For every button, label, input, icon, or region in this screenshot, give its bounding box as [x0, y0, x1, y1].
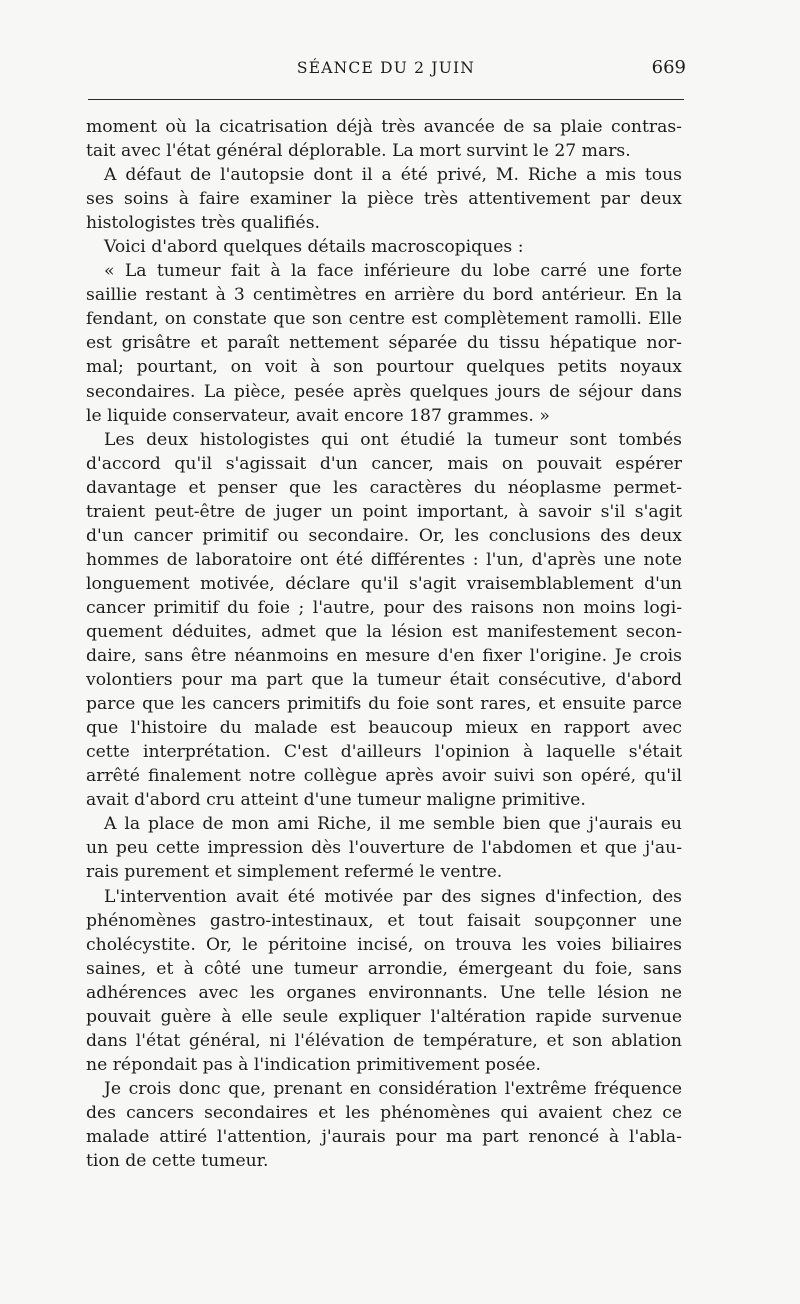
text-line: le liquide conservateur, avait encore 187 grammes. » — [86, 405, 550, 426]
text-line: adhérences avec les organes environnants. Une telle lésion ne — [86, 982, 682, 1003]
text-line: Les deux histologistes qui ont étudié la tumeur sont tombés — [104, 429, 682, 450]
text-line: A la place de mon ami Riche, il me semble bien que j'aurais eu — [104, 814, 682, 835]
text-line: tion de cette tumeur. — [86, 1151, 269, 1172]
page-number: 669 — [651, 57, 686, 78]
text-line: mal; pourtant, on voit à son pourtour quelques petits noyaux — [86, 357, 682, 378]
text-line: tait avec l'état général déplorable. La mort survint le 27 mars. — [86, 141, 631, 162]
text-line: saillie restant à 3 centimètres en arrière du bord antérieur. En la — [86, 285, 682, 306]
text-line: daire, sans être néanmoins en mesure d'en fixer l'origine. Je crois — [86, 646, 682, 667]
text-line: traient peut-être de juger un point important, à savoir s'il s'agit — [86, 501, 682, 522]
text-line: quement déduites, admet que la lésion est manifestement secon- — [86, 621, 682, 642]
text-line: saines, et à côté une tumeur arrondie, émergeant du foie, sans — [86, 958, 682, 979]
text-line: fendant, on constate que son centre est complètement ramolli. Elle — [86, 309, 682, 330]
text-line: un peu cette impression dès l'ouverture de l'abdomen et que j'au- — [86, 838, 682, 859]
text-line: d'accord qu'il s'agissait d'un cancer, mais on pouvait espérer — [86, 453, 682, 474]
header-rule — [88, 99, 684, 100]
text-line: histologistes très qualifiés. — [86, 213, 320, 234]
text-line: arrêté finalement notre collègue après avoir suivi son opéré, qu'il — [86, 766, 682, 787]
text-line: Voici d'abord quelques détails macroscopiques : — [104, 237, 524, 258]
text-line: rais purement et simplement refermé le ventre. — [86, 862, 503, 883]
text-line: hommes de laboratoire ont été différentes : l'un, d'après une note — [86, 549, 682, 570]
text-line: secondaires. La pièce, pesée après quelques jours de séjour dans — [86, 381, 682, 402]
text-line: volontiers pour ma part que la tumeur était consécutive, d'abord — [86, 670, 682, 691]
text-line: d'un cancer primitif ou secondaire. Or, les conclusions des deux — [86, 525, 682, 546]
text-line: moment où la cicatrisation déjà très avancée de sa plaie contras- — [86, 117, 682, 137]
text-line: cancer primitif du foie ; l'autre, pour des raisons non moins logi- — [86, 597, 682, 618]
text-line: A défaut de l'autopsie dont il a été privé, M. Riche a mis tous — [104, 165, 682, 186]
text-line: des cancers secondaires et les phénomènes qui avaient chez ce — [86, 1102, 682, 1123]
text-line: est grisâtre et paraît nettement séparée du tissu hépatique nor- — [86, 333, 682, 354]
text-line: pouvait guère à elle seule expliquer l'altération rapide survenue — [86, 1006, 682, 1027]
text-line: que l'histoire du malade est beaucoup mieux en rapport avec — [86, 718, 682, 739]
body-text — [86, 115, 682, 1173]
text-line: L'intervention avait été motivée par des signes d'infection, des — [104, 886, 682, 907]
text-line: cette interprétation. C'est d'ailleurs l'opinion à laquelle s'était — [86, 742, 682, 763]
running-head — [88, 57, 684, 83]
text-line: « La tumeur fait à la face inférieure du lobe carré une forte — [104, 261, 682, 282]
text-line: cholécystite. Or, le péritoine incisé, on trouva les voies biliaires — [86, 934, 682, 955]
text-line: dans l'état général, ni l'élévation de température, et son ablation — [86, 1030, 682, 1051]
text-line: longuement motivée, déclare qu'il s'agit vraisemblablement d'un — [86, 573, 682, 594]
text-line: Je crois donc que, prenant en considération l'extrême fréquence — [104, 1078, 682, 1099]
text-line: phénomènes gastro-intestinaux, et tout faisait soupçonner une — [86, 910, 682, 931]
text-line: ses soins à faire examiner la pièce très attentivement par deux — [86, 189, 682, 210]
text-line: malade attiré l'attention, j'aurais pour ma part renoncé à l'abla- — [86, 1126, 682, 1147]
text-line: parce que les cancers primitifs du foie sont rares, et ensuite parce — [86, 694, 682, 715]
running-title: SÉANCE DU 2 JUIN — [296, 59, 476, 77]
text-line: avait d'abord cru atteint d'une tumeur maligne primitive. — [86, 790, 586, 811]
text-line: davantage et penser que les caractères du néoplasme permet- — [86, 477, 682, 498]
text-line: ne répondait pas à l'indication primitivement posée. — [86, 1054, 541, 1075]
